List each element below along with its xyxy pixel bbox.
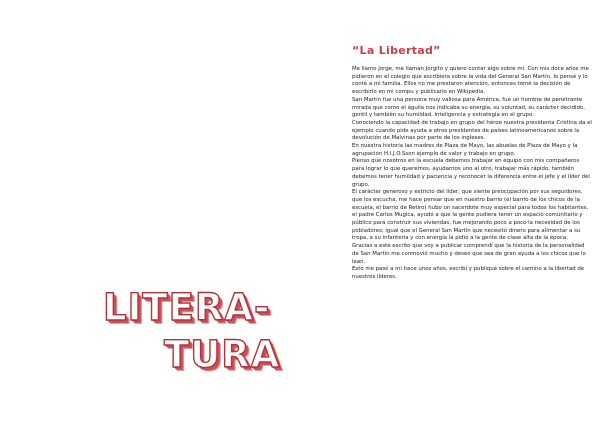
article-body <box>352 66 592 282</box>
section-title-line-2: TURA <box>164 333 281 376</box>
paragraph: Conociendo la capacidad de trabajo en grupo del héroe nuestra presidenta Cristina da el ejemplo cuando pide ayuda a otros presidentes de países latinoamericanos sobre la devolución de Malvinas por parte de los ingleses. <box>352 119 592 142</box>
paragraph: En nuestra historia las madres de Plaza de Mayo, las abuelas de Plaza de Mayo y la agrupación H.I.J.O.Sson ejemplo de valor y trabajo en grupo. <box>352 143 578 157</box>
paragraph: Esto me pasó a mí hace unos años, escribí y publiqué sobre el camino a la libertad de nuestros líderes. <box>352 266 585 280</box>
article-title: “La Libertad” <box>352 44 441 57</box>
section-title-line-1: LITERA- <box>103 286 271 329</box>
paragraph: El carácter generoso y estricto del líder, que siente preocupación por sus seguidores, que los escucha, me hace pensar que en nuestro barrio (el barrio de los chicos de la escuela, el barrio de Retiro) hubo un sacerdote muy especial para todos los habitantes, el padre Carlos Mugica, ayudó a que la gente pudiera tener un espacio comunitario y público para construir sus viviendas, fue mejorando poco a poco la necesidad de los pobladores; igual que el General San Martín que necesitó dinero para alimentar a su tropa, a su infantería y con energía la pidió a la gente de clase alta de la época. <box>352 189 589 242</box>
paragraph: Gracias a este escrito que voy a publicar comprendí que la historia de la personalidad de San Martín me conmovió mucho y deseo que sea de gran ayuda a los chicos que lo lean. <box>352 243 586 265</box>
paragraph: Pienso que nosotros en la escuela debemos trabajar en equipo con mis compañeros para lograr lo que queremos, ayudarnos uno al otro, trabajar más rápido, también debemos tener humildad y paciencia y reconocer la diferencia entre el jefe y el líder del grupo. <box>352 158 590 188</box>
paragraph: San Martín fue una persona muy valiosa para América, fue un hombre de penetrante mirada que como el águila nos indicaba su energía, su voluntad, su carácter decidido, gentil y también su humildad, inteligencia y estrategia en el grupo. <box>352 96 585 119</box>
paragraph: Me llamo Jorge, me llaman Jorgito y quiero contar algo sobre mí. Con mis doce años me pidieron en el colegio que escribiera sobre la vida del General San Martín, lo pensé y lo conté a mi familia. Ellos no me prestaron atención, entonces tomé la decisión de escribirlo en mi compu y publicarlo en Wikipedia. <box>352 66 589 96</box>
